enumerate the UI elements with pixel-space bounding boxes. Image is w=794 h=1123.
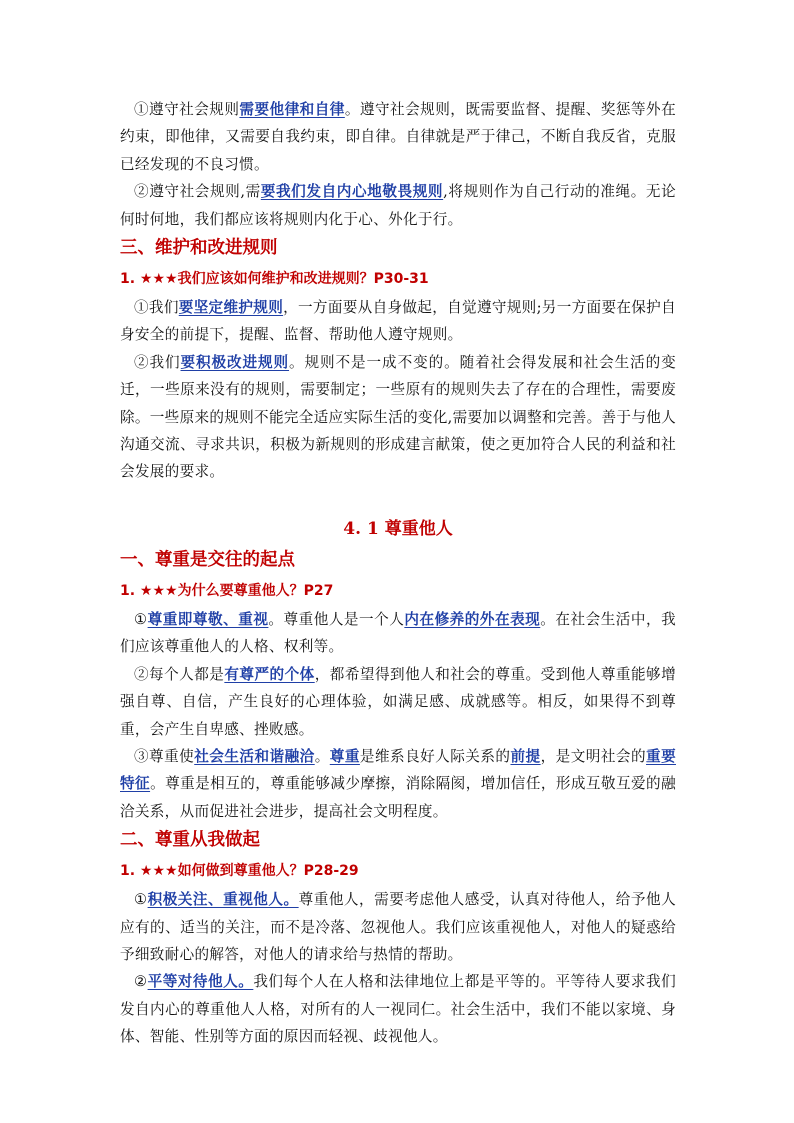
paragraph-attention	[120, 886, 676, 968]
keyword-highlight: 需要他律和自律	[239, 101, 345, 118]
text-segment: ①	[134, 891, 148, 909]
keyword-highlight: 积极关注、重视他人。	[147, 891, 299, 909]
text-segment: ①	[134, 610, 148, 628]
question-heading-why-respect: 1. ★★★为什么要尊重他人？P27	[120, 582, 334, 599]
paragraph-equality	[120, 968, 676, 1050]
question-heading-maintain-rules: 1. ★★★我们应该如何维护和改进规则？P30-31	[120, 271, 429, 288]
text-segment: ①遵守社会规则	[134, 101, 240, 118]
paragraph-harmony	[120, 743, 676, 825]
text-segment: ，是文明社会的	[540, 747, 647, 765]
text-segment: 我们每个人在人格和法律地位上都是平等的。平等待人要求我们发自内心的尊重他人人格，对所有的人一视同仁。社会生活中，我们不能以家境、身体、智能、性别等方面的原因而轻视、歧视他人。	[120, 973, 676, 1046]
text-segment: ，一方面要从自身做起，自觉遵守规则;另一方面要在保护自身安全的前提下，提醒、监督、帮助他人遵守规则。	[120, 299, 676, 344]
text-segment: 。	[314, 747, 330, 765]
keyword-highlight: 要积极改进规则	[180, 353, 290, 371]
text-segment: 。尊重是相互的，尊重能够减少摩擦，消除隔阂，增加信任，形成互敬互爱的融洽关系，从而促进社会进步，提高社会文明程度。	[120, 775, 676, 820]
keyword-highlight: 要我们发自内心地敬畏规则	[260, 183, 444, 201]
keyword-highlight: 平等对待他人。	[147, 973, 254, 991]
keyword-highlight: 尊重	[329, 747, 360, 765]
text-segment: 是维系良好人际关系的	[359, 747, 511, 765]
document-page	[120, 96, 676, 1051]
text-segment: ②每个人都是	[134, 665, 225, 683]
keyword-highlight: 有尊严的个体	[224, 665, 315, 683]
keyword-highlight: 尊重即尊敬、重视	[147, 610, 269, 628]
paragraph-dignity	[120, 661, 676, 743]
text-segment: ②	[134, 973, 148, 991]
paragraph-improve-rules	[120, 349, 676, 486]
text-segment: 尊重他人，需要考虑他人感受，认真对待他人，给予他人应有的、适当的关注，而不是冷落、忽视他人。我们应该重视他人，对他人的疑惑给予细致耐心的解答，对他人的请求给与热情的帮助。	[120, 891, 676, 963]
paragraph-respect-meaning	[120, 606, 676, 661]
text-segment: 。在社会生活中，我们应该尊重他人的人格、权利等。	[120, 610, 677, 656]
paragraph-revere-rules	[120, 178, 676, 233]
paragraph-maintain-rules	[120, 294, 676, 349]
section-heading-start-with-me: 二、尊重从我做起	[120, 830, 260, 851]
text-segment: 。遵守社会规则，既需要监督、提醒、奖惩等外在约束，即他律，又需要自我约束，即自律。自律就是严于律己，不断自我反省，克服已经发现的不良习惯。	[120, 101, 676, 173]
keyword-highlight: 内在修养的外在表现	[404, 610, 541, 628]
keyword-highlight: 要坚定维护规则	[178, 299, 284, 317]
text-segment: ,将规则作为自己行动的准绳。无论何时何地，我们都应该将规则内化于心、外化于行。	[120, 183, 676, 228]
text-segment: ①我们	[134, 299, 179, 317]
text-segment: 。规则不是一成不变的。随着社会得发展和社会生活的变迁，一些原来没有的规则，需要制定；一些原有的规则失去了存在的合理性，需要废除。一些原来的规则不能完全适应实际生活的变化,需要加以调整和完善。善于与他人沟通交流、寻求共识，积极为新规则的形成建言献策，使之更加符合人民的利益和社会发展的要求。	[120, 353, 677, 481]
question-heading-how-respect: 1. ★★★如何做到尊重他人？P28-29	[120, 863, 359, 880]
text-segment: ②遵守社会规则,需	[134, 183, 261, 201]
keyword-highlight: 重要特征	[120, 747, 676, 793]
text-segment: ③尊重使	[134, 747, 195, 765]
text-segment: ，都希望得到他人和社会的尊重。受到他人尊重能够增强自尊、自信，产生良好的心理体验，如满足感、成就感等。相反，如果得不到尊重，会产生自卑感、挫败感。	[120, 665, 676, 738]
text-segment: 。尊重他人是一个人	[268, 610, 405, 628]
keyword-highlight: 前提	[510, 747, 541, 765]
section-heading-maintain-rules: 三、维护和改进规则	[120, 238, 278, 259]
text-segment: ②我们	[134, 353, 181, 371]
section-heading-respect-starting-point: 一、尊重是交往的起点	[120, 549, 295, 570]
lesson-title: 4. 1 尊重他人	[343, 518, 453, 539]
keyword-highlight: 社会生活和谐融洽	[194, 747, 315, 765]
paragraph-self-discipline	[120, 96, 676, 178]
